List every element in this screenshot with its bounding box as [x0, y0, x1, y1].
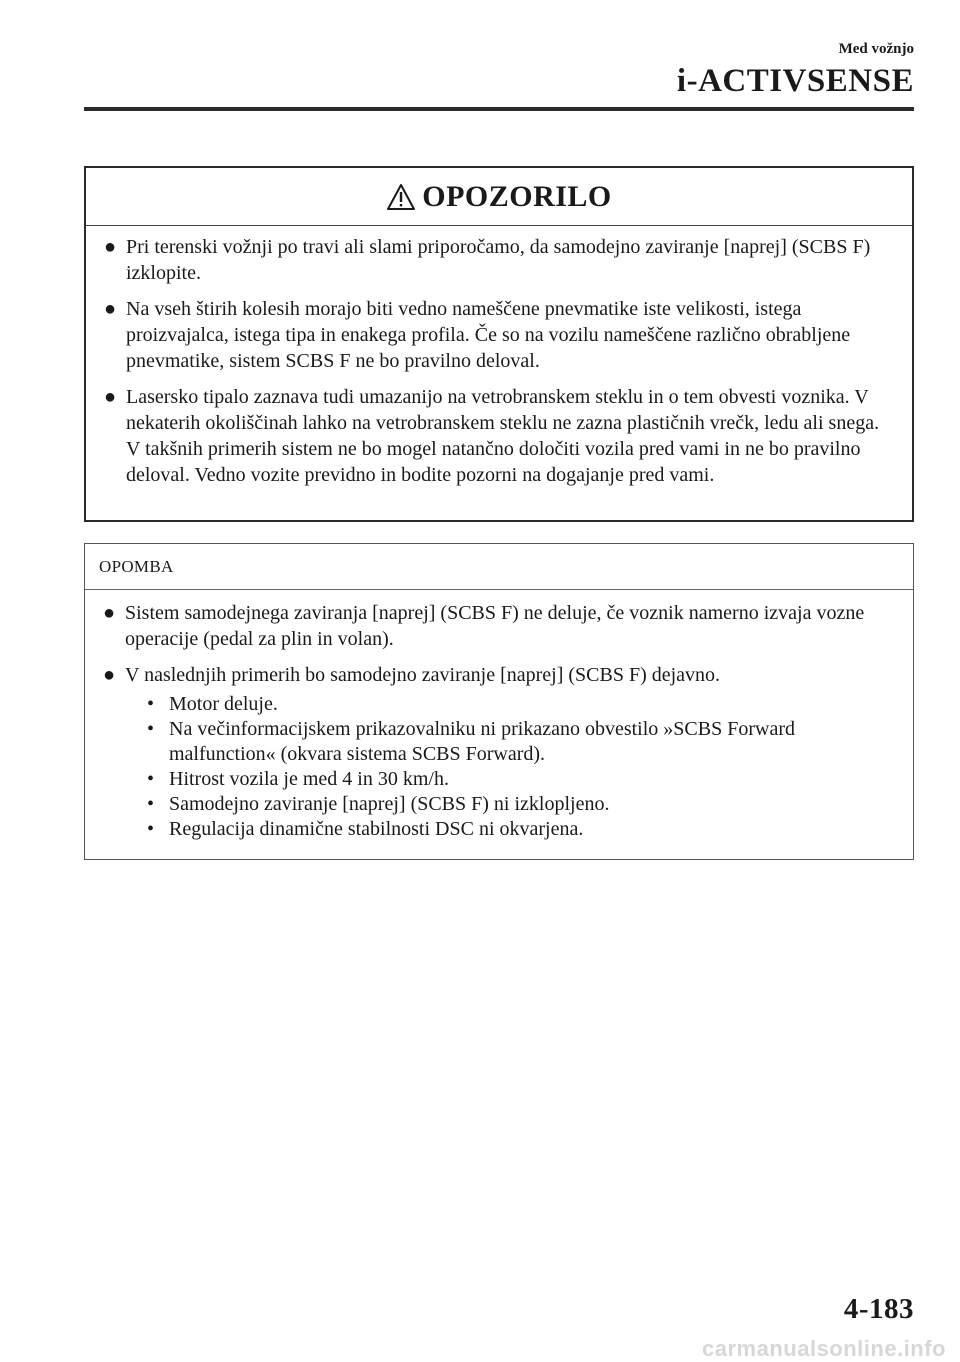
warning-header: [86, 168, 912, 226]
page-header: [677, 40, 914, 101]
watermark: carmanualsonline.info: [702, 1336, 946, 1361]
header-rule: [84, 107, 914, 111]
bullet-dot: ●: [104, 298, 117, 320]
sub-item-text: Regulacija dinamične stabilnosti DSC ni okvarjena.: [169, 818, 584, 840]
warning-body: [86, 226, 912, 488]
note-header: [85, 544, 913, 590]
sub-item-text: Samodejno zaviranje [naprej] (SCBS F) ni izklopljeno.: [169, 793, 610, 815]
sub-list-item: [147, 717, 897, 767]
warning-triangle-icon: [386, 183, 416, 211]
bullet-dot: ●: [103, 602, 116, 624]
list-item: [104, 384, 896, 488]
sub-list-item: [147, 817, 897, 842]
list-item: [104, 234, 896, 286]
sub-bullet: •: [147, 693, 155, 715]
note-item-content: [125, 662, 897, 842]
chapter-title: i-ACTIVSENSE: [676, 63, 914, 99]
bullet-dot: ●: [103, 664, 116, 686]
note-body: [85, 590, 913, 842]
list-item: [104, 296, 896, 374]
page-number: 4-183: [843, 1293, 914, 1325]
sub-item-text: Hitrost vozila je med 4 in 30 km/h.: [169, 768, 449, 790]
list-item: [103, 662, 897, 842]
list-item: [103, 600, 897, 652]
warning-item-text: Pri terenski vožnji po travi ali slami priporočamo, da samodejno zaviranje [naprej] (SCBS F) izklopite.: [126, 236, 871, 284]
sub-bullet: •: [147, 768, 155, 790]
bullet-dot: ●: [104, 236, 117, 258]
sub-list-item: [147, 792, 897, 817]
sub-bullet: •: [147, 793, 155, 815]
note-item-text: V naslednjih primerih bo samodejno zaviranje [naprej] (SCBS F) dejavno.: [125, 664, 721, 686]
warning-item-text: Lasersko tipalo zaznava tudi umazanijo na vetrobranskem steklu in o tem obvesti voznika. V nekaterih okoliščinah lahko na vetrobranskem steklu ne zazna plastičnih vrečk, ledu ali snega. V takšnih primerih sistem ne bo mogel natančno določiti vozila pred vami in ne bo pravilno deloval. Vedno vozite previdno in bodite pozorni na dogajanje pred vami.: [126, 386, 880, 486]
warning-box: [84, 166, 914, 522]
sub-bullet: •: [147, 718, 155, 740]
warning-title: OPOZORILO: [422, 179, 612, 213]
note-item-text: Sistem samodejnega zaviranja [naprej] (SCBS F) ne deluje, če voznik namerno izvaja vozne operacije (pedal za plin in volan).: [125, 602, 865, 650]
sub-list: [147, 692, 897, 842]
sub-list-item: [147, 767, 897, 792]
section-label: Med vožnjo: [838, 41, 914, 57]
note-title: OPOMBA: [99, 556, 174, 576]
bullet-dot: ●: [104, 386, 117, 408]
sub-list-item: [147, 692, 897, 717]
warning-item-text: Na vseh štirih kolesih morajo biti vedno nameščene pnevmatike iste velikosti, istega proizvajalca, istega tipa in enakega profila. Če so na vozilu nameščene različno obrabljene pnevmatike, sistem SCBS F ne bo pravilno deloval.: [126, 298, 851, 372]
sub-item-text: Na večinformacijskem prikazovalniku ni prikazano obvestilo »SCBS Forward malfunction« (okvara sistema SCBS Forward).: [169, 718, 795, 765]
sub-item-text: Motor deluje.: [169, 693, 278, 715]
note-box: [84, 543, 914, 860]
sub-bullet: •: [147, 818, 155, 840]
